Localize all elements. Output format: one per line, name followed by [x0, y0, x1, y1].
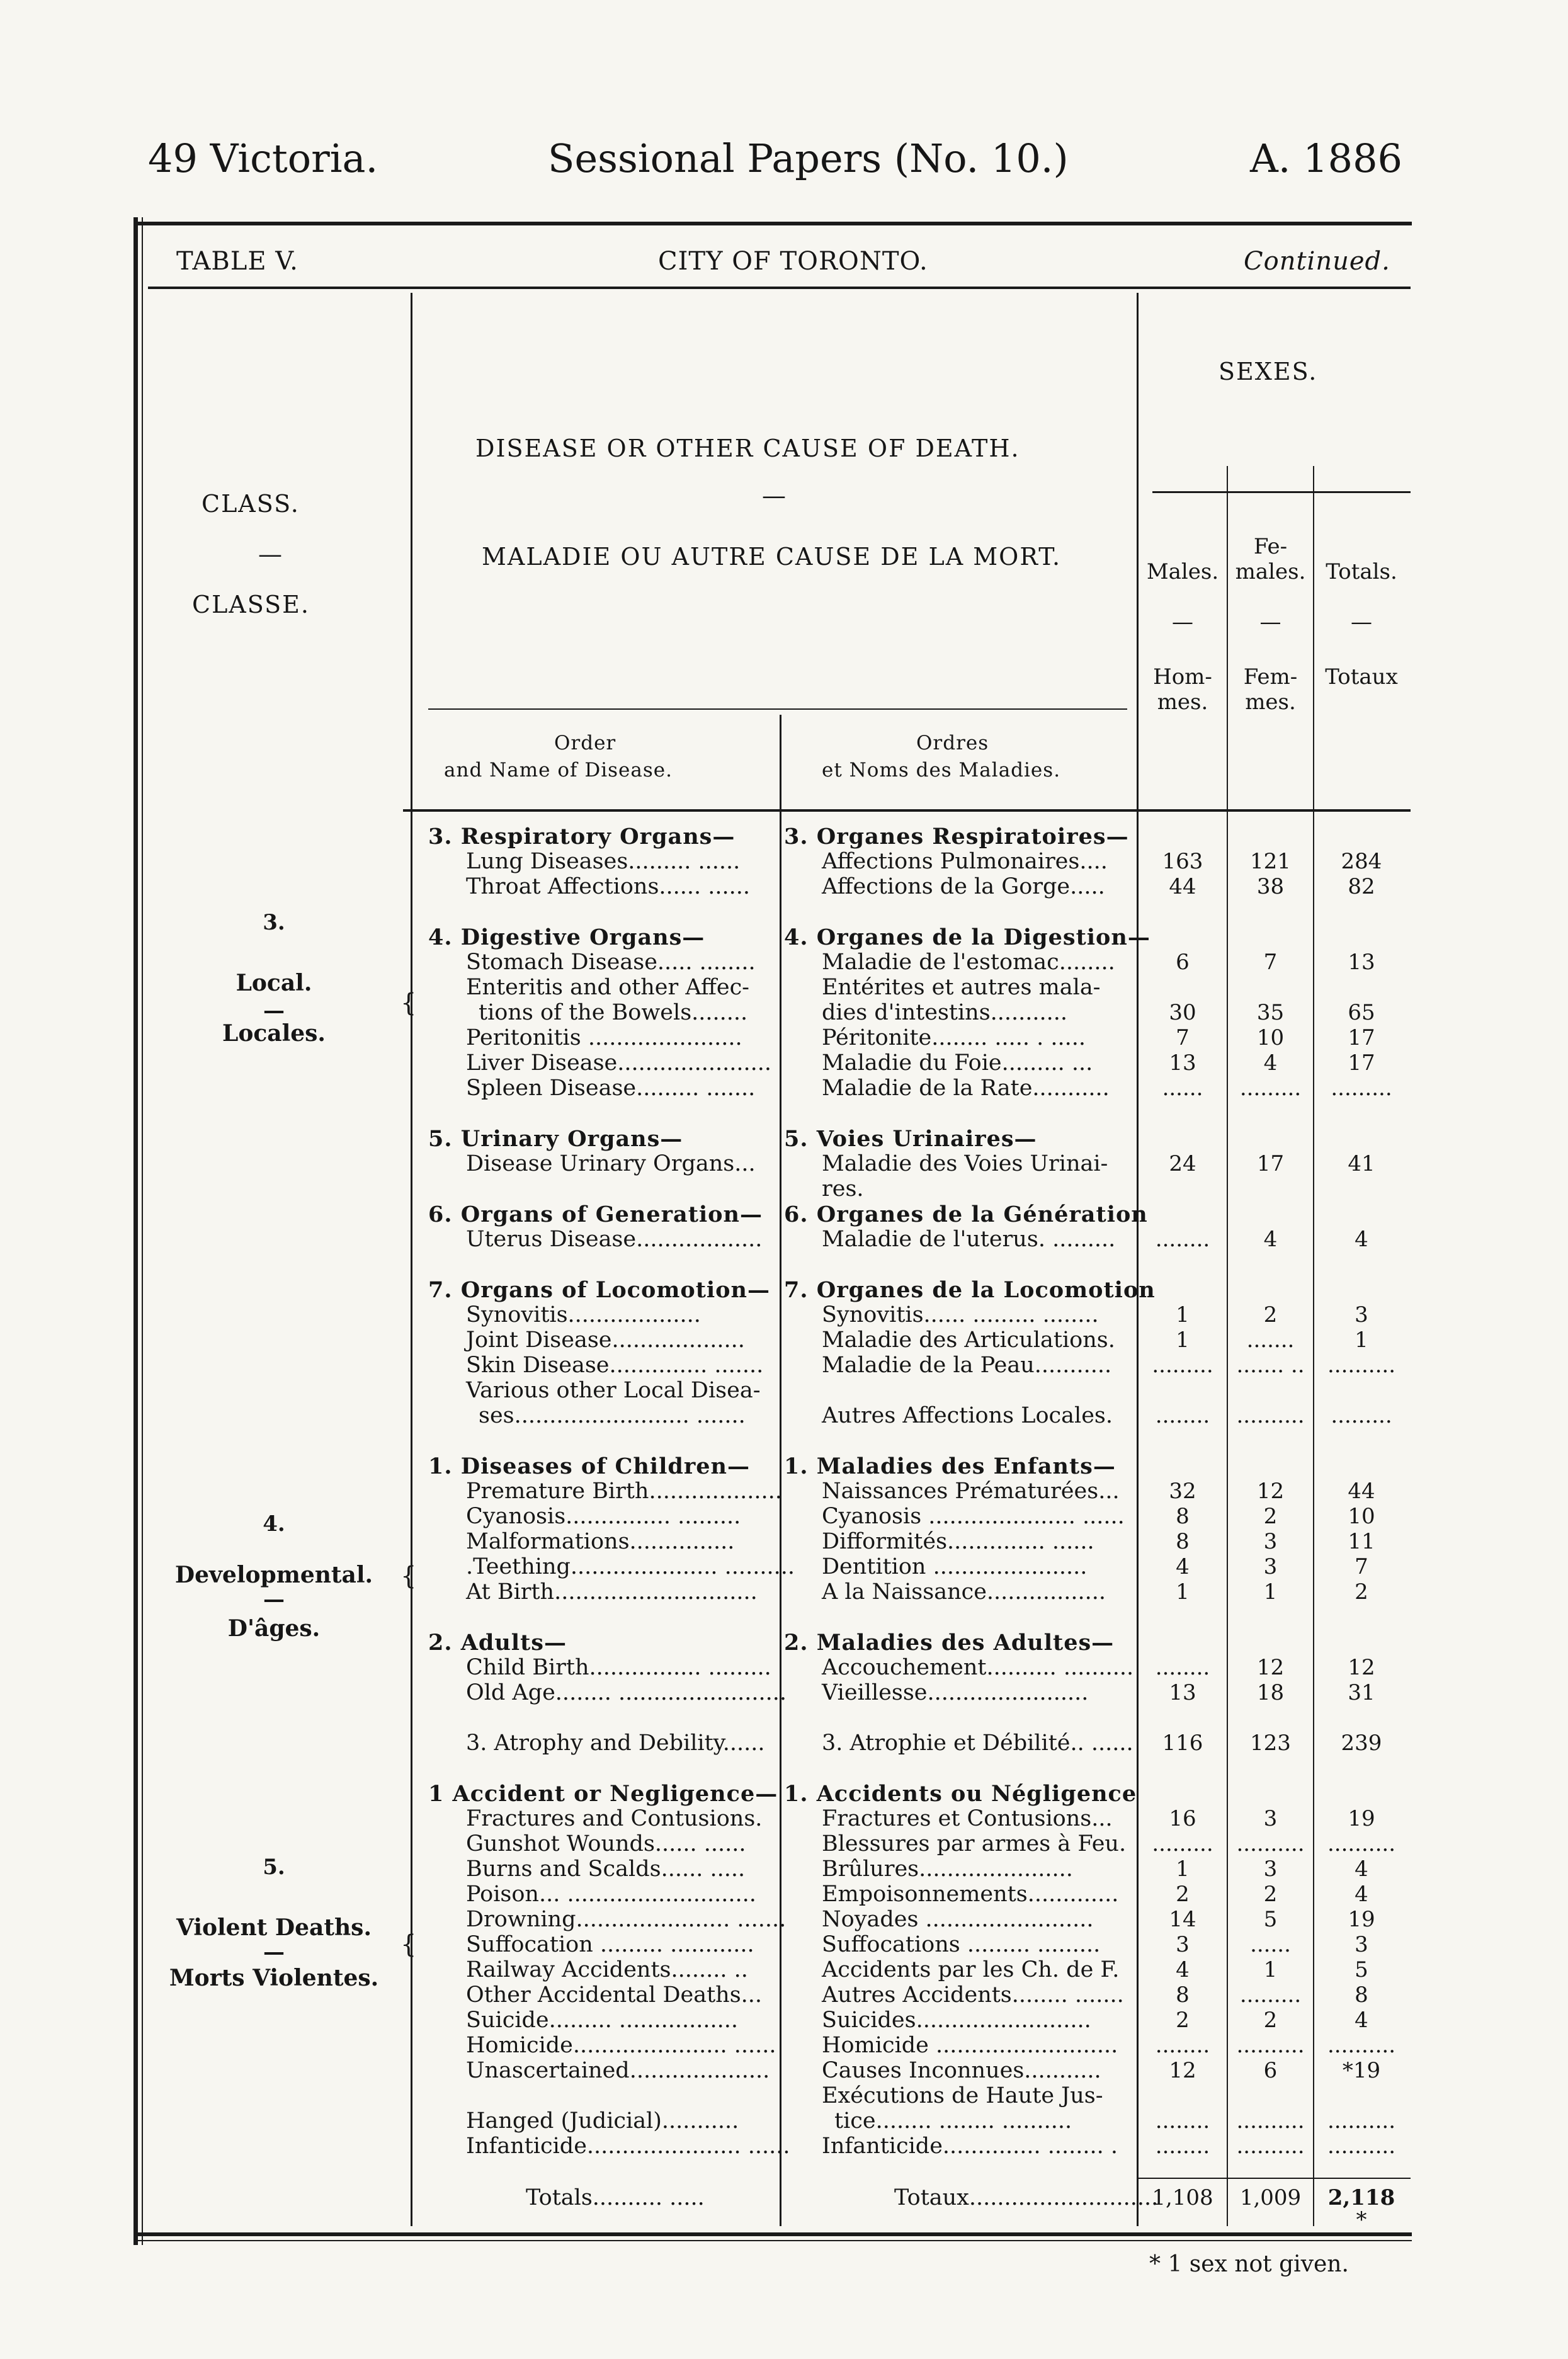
class-3-en: Local. — [236, 970, 312, 996]
total-count: ......... — [1331, 1403, 1392, 1428]
disease-name-en: Throat Affections...... ...... — [466, 874, 751, 899]
disease-name-en: ses......................... ....... — [479, 1403, 746, 1428]
females-count: 2 — [1263, 2008, 1278, 2033]
disease-name-fr: 6. Organes de la Génération — [784, 1202, 1148, 1227]
males-count: 163 — [1162, 849, 1203, 874]
disease-name-fr: Affections Pulmonaires.... — [822, 849, 1108, 874]
class-5-number: 5. — [263, 1855, 285, 1880]
disease-name-en: Joint Disease................... — [466, 1327, 745, 1353]
females-count: ....... .. — [1236, 1353, 1305, 1378]
males-heading-fr-1: Hom- — [1153, 664, 1212, 690]
females-count: ...... — [1250, 1932, 1291, 1957]
disease-name-fr: Synovitis...... ......... ........ — [822, 1302, 1099, 1327]
males-count: ........ — [1155, 1655, 1210, 1680]
females-count: 17 — [1256, 1151, 1285, 1176]
total-count: 4 — [1355, 2008, 1368, 2033]
females-count: 6 — [1263, 2058, 1278, 2083]
males-count: 6 — [1176, 950, 1190, 975]
total-count: .......... — [1327, 2033, 1396, 2058]
disease-name-en: 3. Respiratory Organs— — [428, 824, 736, 850]
disease-name-fr: Cyanosis ..................... ...... — [822, 1504, 1125, 1529]
total-count: 17 — [1348, 1025, 1375, 1050]
disease-name-fr: Brûlures...................... — [822, 1856, 1073, 1882]
continued-label: Continued. — [1244, 247, 1390, 276]
class-3-fr: Locales. — [222, 1020, 326, 1047]
females-count: 18 — [1256, 1680, 1285, 1705]
disease-name-en: Various other Local Disea- — [466, 1378, 761, 1403]
disease-name-en: Synovitis................... — [466, 1302, 701, 1327]
total-count: 65 — [1348, 1000, 1375, 1025]
total-count: .......... — [1327, 2108, 1396, 2134]
totals-row-fr: Totaux........................... — [894, 2185, 1159, 2210]
totals-heading-fr: Totaux — [1325, 664, 1398, 690]
females-count: 35 — [1256, 1000, 1285, 1025]
brace-class-5: { — [401, 1930, 417, 1959]
females-count: 1 — [1263, 1957, 1278, 1982]
disease-name-fr: tice........ ........ .......... — [834, 2108, 1072, 2134]
males-count: 1 — [1176, 1579, 1190, 1605]
disease-name-fr: Naissances Prématurées... — [822, 1479, 1120, 1504]
disease-name-en: 3. Atrophy and Debility...... — [466, 1731, 765, 1756]
males-count: 7 — [1176, 1025, 1190, 1050]
disease-name-en: Infanticide...................... ...... — [466, 2134, 790, 2159]
disease-name-en: Suicide......... ................. — [466, 2008, 739, 2033]
males-count: ........ — [1155, 2134, 1210, 2159]
females-count: 2 — [1263, 1882, 1278, 1907]
males-count: ........ — [1155, 1403, 1210, 1428]
disease-name-en: Lung Diseases......... ...... — [466, 849, 741, 874]
class-heading-en: CLASS. — [202, 490, 300, 518]
females-count: ......... — [1239, 1076, 1302, 1101]
disease-name-fr: Causes Inconnues........... — [822, 2058, 1101, 2083]
disease-name-fr: 1. Accidents ou Négligence — [784, 1781, 1137, 1807]
total-count: 8 — [1355, 1982, 1368, 2008]
disease-name-fr: Vieillesse....................... — [822, 1680, 1089, 1705]
disease-name-fr: Accidents par les Ch. de F. — [822, 1957, 1120, 1982]
disease-name-fr: Suicides......................... — [822, 2008, 1091, 2033]
males-count: 116 — [1162, 1731, 1203, 1756]
order-heading-fr-1: Ordres — [916, 732, 989, 754]
females-count: 2 — [1263, 1504, 1278, 1529]
females-count: 38 — [1256, 874, 1285, 899]
disease-name-en: 7. Organs of Locomotion— — [428, 1277, 770, 1303]
males-count: 2 — [1176, 1882, 1190, 1907]
males-count: 4 — [1176, 1554, 1190, 1579]
class-5-fr: Morts Violentes. — [169, 1965, 379, 1991]
total-count: 5 — [1355, 1957, 1368, 1982]
females-count: 5 — [1263, 1907, 1278, 1932]
rule-order-top — [428, 708, 1127, 710]
sexes-heading: SEXES. — [1219, 358, 1318, 385]
females-count: ....... — [1246, 1327, 1295, 1353]
disease-name-en: Burns and Scalds...... ..... — [466, 1856, 746, 1882]
females-count: .......... — [1236, 1831, 1305, 1856]
rule-totals-top — [1137, 2178, 1411, 2179]
total-count: 19 — [1348, 1907, 1375, 1932]
disease-name-fr: res. — [822, 1176, 864, 1202]
disease-name-fr: Maladie de l'uterus. ......... — [822, 1227, 1116, 1252]
totals-row-total: 2,118 — [1327, 2185, 1395, 2210]
table-label: TABLE V. — [176, 247, 298, 276]
disease-name-en: 5. Urinary Organs— — [428, 1126, 683, 1152]
males-heading-dash: — — [1172, 610, 1193, 635]
rule-sexes-under — [1152, 491, 1411, 493]
subheader-rule — [148, 287, 1411, 289]
total-count: 4 — [1355, 1882, 1368, 1907]
males-count: 30 — [1169, 1000, 1196, 1025]
males-count: ........ — [1155, 1227, 1210, 1252]
total-count: 82 — [1348, 874, 1375, 899]
disease-heading-en: DISEASE OR OTHER CAUSE OF DEATH. — [475, 435, 1020, 462]
males-heading: Males. — [1146, 559, 1219, 584]
females-count: 3 — [1263, 1554, 1278, 1579]
class-4-en: Developmental. — [174, 1562, 373, 1588]
males-count: 4 — [1176, 1957, 1190, 1982]
totals-row-en: Totals.......... ..... — [526, 2185, 705, 2210]
females-count: .......... — [1236, 2134, 1305, 2159]
disease-name-fr: 2. Maladies des Adultes— — [784, 1630, 1115, 1656]
females-count: 12 — [1256, 1479, 1285, 1504]
disease-name-en: Uterus Disease.................. — [466, 1227, 763, 1252]
totals-heading-dash: — — [1351, 610, 1372, 635]
males-count: 32 — [1169, 1479, 1196, 1504]
disease-name-en: Fractures and Contusions. — [466, 1806, 763, 1831]
disease-name-fr: Blessures par armes à Feu. — [822, 1831, 1127, 1856]
females-count: ......... — [1239, 1982, 1302, 2008]
disease-name-fr: Entérites et autres mala- — [822, 975, 1101, 1000]
order-heading-fr-2: et Noms des Maladies. — [822, 759, 1061, 782]
order-heading-en-1: Order — [554, 732, 616, 754]
males-count: 8 — [1176, 1529, 1190, 1554]
disease-name-en: Cyanosis............... ......... — [466, 1504, 741, 1529]
disease-name-en: Suffocation ......... ............ — [466, 1932, 754, 1957]
disease-name-fr: Suffocations ......... ......... — [822, 1932, 1101, 1957]
disease-name-en: Homicide...................... ...... — [466, 2033, 776, 2058]
class-5-en: Violent Deaths. — [176, 1914, 372, 1941]
header-left: 49 Victoria. — [148, 135, 378, 181]
males-count: ......... — [1152, 1831, 1213, 1856]
disease-name-fr: Maladie de la Rate........... — [822, 1076, 1110, 1101]
disease-name-fr: 5. Voies Urinaires— — [784, 1126, 1037, 1152]
total-count: .......... — [1327, 1831, 1396, 1856]
bottom-rule-inner — [134, 2240, 1412, 2241]
disease-name-en: Disease Urinary Organs... — [466, 1151, 756, 1176]
total-count: 1 — [1355, 1327, 1368, 1353]
disease-name-fr: Maladie des Voies Urinai- — [822, 1151, 1108, 1176]
females-count: 3 — [1263, 1806, 1278, 1831]
total-count: 17 — [1348, 1050, 1375, 1076]
disease-name-en: 4. Digestive Organs— — [428, 924, 705, 950]
disease-name-en: Old Age........ ........................ — [466, 1680, 787, 1705]
disease-name-en: Skin Disease.............. ....... — [466, 1353, 764, 1378]
disease-name-fr: Difformités.............. ...... — [822, 1529, 1094, 1554]
disease-name-fr: Accouchement.......... .......... — [822, 1655, 1134, 1680]
city-label: CITY OF TORONTO. — [658, 247, 928, 276]
disease-name-fr: 3. Atrophie et Débilité.. ...... — [822, 1731, 1133, 1756]
females-count: 4 — [1263, 1050, 1278, 1076]
males-count: 13 — [1169, 1050, 1196, 1076]
disease-name-fr: dies d'intestins........... — [822, 1000, 1068, 1025]
females-count: 123 — [1250, 1731, 1291, 1756]
column-header-rule — [403, 809, 1411, 812]
class-heading-dash: — — [258, 540, 283, 568]
total-count: 11 — [1348, 1529, 1375, 1554]
total-count: 2 — [1355, 1579, 1368, 1605]
disease-name-fr: 3. Organes Respiratoires— — [784, 824, 1129, 850]
disease-name-fr: Affections de la Gorge..... — [822, 874, 1105, 899]
disease-name-fr: Empoisonnements............. — [822, 1882, 1119, 1907]
bottom-rule — [134, 2232, 1412, 2236]
total-count: .......... — [1327, 2134, 1396, 2159]
total-count: 3 — [1355, 1932, 1368, 1957]
disease-name-fr: Autres Affections Locales. — [822, 1403, 1113, 1428]
males-count: 14 — [1169, 1907, 1196, 1932]
females-count: .......... — [1236, 1403, 1305, 1428]
disease-name-fr: Maladie des Articulations. — [822, 1327, 1115, 1353]
class-4-number: 4. — [263, 1511, 285, 1537]
disease-heading-fr: MALADIE OU AUTRE CAUSE DE LA MORT. — [482, 543, 1062, 571]
disease-name-en: Malformations............... — [466, 1529, 735, 1554]
males-count: 2 — [1176, 2008, 1190, 2033]
disease-name-fr: Maladie du Foie......... ... — [822, 1050, 1093, 1076]
disease-name-en: Stomach Disease..... ........ — [466, 950, 756, 975]
disease-name-fr: Maladie de l'estomac........ — [822, 950, 1115, 975]
females-count: 3 — [1263, 1529, 1278, 1554]
females-count: 4 — [1263, 1227, 1278, 1252]
disease-name-en: 1. Diseases of Children— — [428, 1453, 750, 1479]
total-count: 41 — [1348, 1151, 1375, 1176]
disease-name-en: Poison... ........................... — [466, 1882, 756, 1907]
males-count: 1 — [1176, 1302, 1190, 1327]
disease-name-en: Gunshot Wounds...... ...... — [466, 1831, 746, 1856]
males-count: 1 — [1176, 1327, 1190, 1353]
header-center: Sessional Papers (No. 10.) — [548, 135, 1069, 181]
disease-heading-dash: — — [762, 482, 787, 509]
top-rule — [134, 222, 1412, 225]
disease-name-en: 2. Adults— — [428, 1630, 567, 1656]
total-count: 12 — [1348, 1655, 1375, 1680]
disease-name-fr: 4. Organes de la Digestion— — [784, 924, 1150, 950]
females-heading-dash: — — [1259, 610, 1281, 635]
disease-name-en: At Birth............................. — [466, 1579, 758, 1605]
disease-name-fr: Maladie de la Peau........... — [822, 1353, 1112, 1378]
disease-name-en: Other Accidental Deaths... — [466, 1982, 763, 2008]
disease-name-en: Spleen Disease......... ....... — [466, 1076, 756, 1101]
total-count: 10 — [1348, 1504, 1375, 1529]
disease-name-en: 6. Organs of Generation— — [428, 1202, 763, 1227]
males-heading-fr-2: mes. — [1157, 690, 1208, 715]
brace-class-4: { — [401, 1562, 417, 1591]
disease-name-fr: Infanticide.............. ........ . — [822, 2134, 1118, 2159]
order-heading-en-2: and Name of Disease. — [444, 759, 673, 782]
males-count: 3 — [1176, 1932, 1190, 1957]
females-heading-fr-1: Fem- — [1243, 664, 1298, 690]
females-count: 3 — [1263, 1856, 1278, 1882]
males-count: 24 — [1169, 1151, 1196, 1176]
disease-name-en: 1 Accident or Negligence— — [428, 1781, 778, 1807]
total-count: 13 — [1348, 950, 1375, 975]
disease-name-fr: 1. Maladies des Enfants— — [784, 1453, 1116, 1479]
females-count: 121 — [1250, 849, 1291, 874]
total-count: ......... — [1331, 1076, 1392, 1101]
disease-name-fr: Dentition ...................... — [822, 1554, 1088, 1579]
disease-name-en: Liver Disease...................... — [466, 1050, 772, 1076]
total-count: 284 — [1341, 849, 1382, 874]
disease-name-en: Peritonitis ...................... — [466, 1025, 742, 1050]
disease-name-en: Enteritis and other Affec- — [466, 975, 749, 1000]
males-count: 8 — [1176, 1504, 1190, 1529]
females-count: .......... — [1236, 2033, 1305, 2058]
males-count: ........ — [1155, 2033, 1210, 2058]
females-heading-1: Fe- — [1253, 534, 1288, 559]
disease-name-en: Unascertained.................... — [466, 2058, 770, 2083]
class-3-number: 3. — [263, 910, 285, 935]
disease-name-fr: Autres Accidents........ ....... — [822, 1982, 1124, 2008]
total-count: .......... — [1327, 1353, 1396, 1378]
females-count: 10 — [1256, 1025, 1285, 1050]
disease-name-fr: Péritonite........ ..... . ..... — [822, 1025, 1086, 1050]
disease-name-fr: Homicide .......................... — [822, 2033, 1118, 2058]
total-count: 44 — [1348, 1479, 1375, 1504]
total-count: *19 — [1342, 2058, 1381, 2083]
disease-name-en: Hanged (Judicial)........... — [466, 2108, 739, 2134]
males-count: ........ — [1155, 2108, 1210, 2134]
females-count: 2 — [1263, 1302, 1278, 1327]
disease-name-en: Drowning...................... ....... — [466, 1907, 787, 1932]
disease-name-en: Railway Accidents........ .. — [466, 1957, 748, 1982]
disease-name-en: Premature Birth................... — [466, 1479, 782, 1504]
class-heading-fr: CLASSE. — [192, 591, 310, 618]
disease-name-fr: A la Naissance................. — [822, 1579, 1106, 1605]
females-count: 1 — [1263, 1579, 1278, 1605]
females-count: 7 — [1263, 950, 1278, 975]
totals-row-males: 1,108 — [1152, 2185, 1213, 2210]
males-count: 44 — [1169, 874, 1196, 899]
total-count: 239 — [1341, 1731, 1382, 1756]
total-count: 19 — [1348, 1806, 1375, 1831]
brace-class-3: { — [401, 989, 417, 1018]
totals-heading: Totals. — [1326, 559, 1397, 584]
disease-name-fr: Fractures et Contusions... — [822, 1806, 1113, 1831]
disease-name-fr: Noyades ........................ — [822, 1907, 1094, 1932]
total-count: 4 — [1355, 1227, 1368, 1252]
total-count: 7 — [1355, 1554, 1368, 1579]
males-count: 1 — [1176, 1856, 1190, 1882]
disease-name-en: tions of the Bowels........ — [479, 1000, 748, 1025]
disease-name-fr: Exécutions de Haute Jus- — [822, 2083, 1103, 2108]
total-count: 31 — [1348, 1680, 1375, 1705]
rule-en-fr — [780, 715, 781, 2226]
total-count: 3 — [1355, 1302, 1368, 1327]
males-count: 8 — [1176, 1982, 1190, 2008]
males-count: 16 — [1169, 1806, 1196, 1831]
disease-name-en: Child Birth................ ......... — [466, 1655, 771, 1680]
class-4-dash: — — [263, 1587, 285, 1612]
disease-name-en: .Teething..................... .......... — [466, 1554, 795, 1579]
header-right: A. 1886 — [1250, 135, 1402, 181]
totals-row-females: 1,009 — [1239, 2185, 1302, 2210]
total-count: 4 — [1355, 1856, 1368, 1882]
females-count: .......... — [1236, 2108, 1305, 2134]
females-heading-2: males. — [1235, 559, 1306, 584]
males-count: 12 — [1169, 2058, 1196, 2083]
females-heading-fr-2: mes. — [1245, 690, 1296, 715]
disease-name-fr: 7. Organes de la Locomotion — [784, 1277, 1156, 1303]
males-count: 13 — [1169, 1680, 1196, 1705]
class-4-fr: D'âges. — [227, 1615, 321, 1642]
footnote: * 1 sex not given. — [1149, 2251, 1349, 2277]
totals-row-footnote-mark: * — [1356, 2207, 1367, 2232]
females-count: 12 — [1256, 1655, 1285, 1680]
males-count: ......... — [1152, 1353, 1213, 1378]
class-3-dash: — — [263, 998, 285, 1023]
males-count: ...... — [1162, 1076, 1203, 1101]
class-5-dash: — — [263, 1940, 285, 1965]
